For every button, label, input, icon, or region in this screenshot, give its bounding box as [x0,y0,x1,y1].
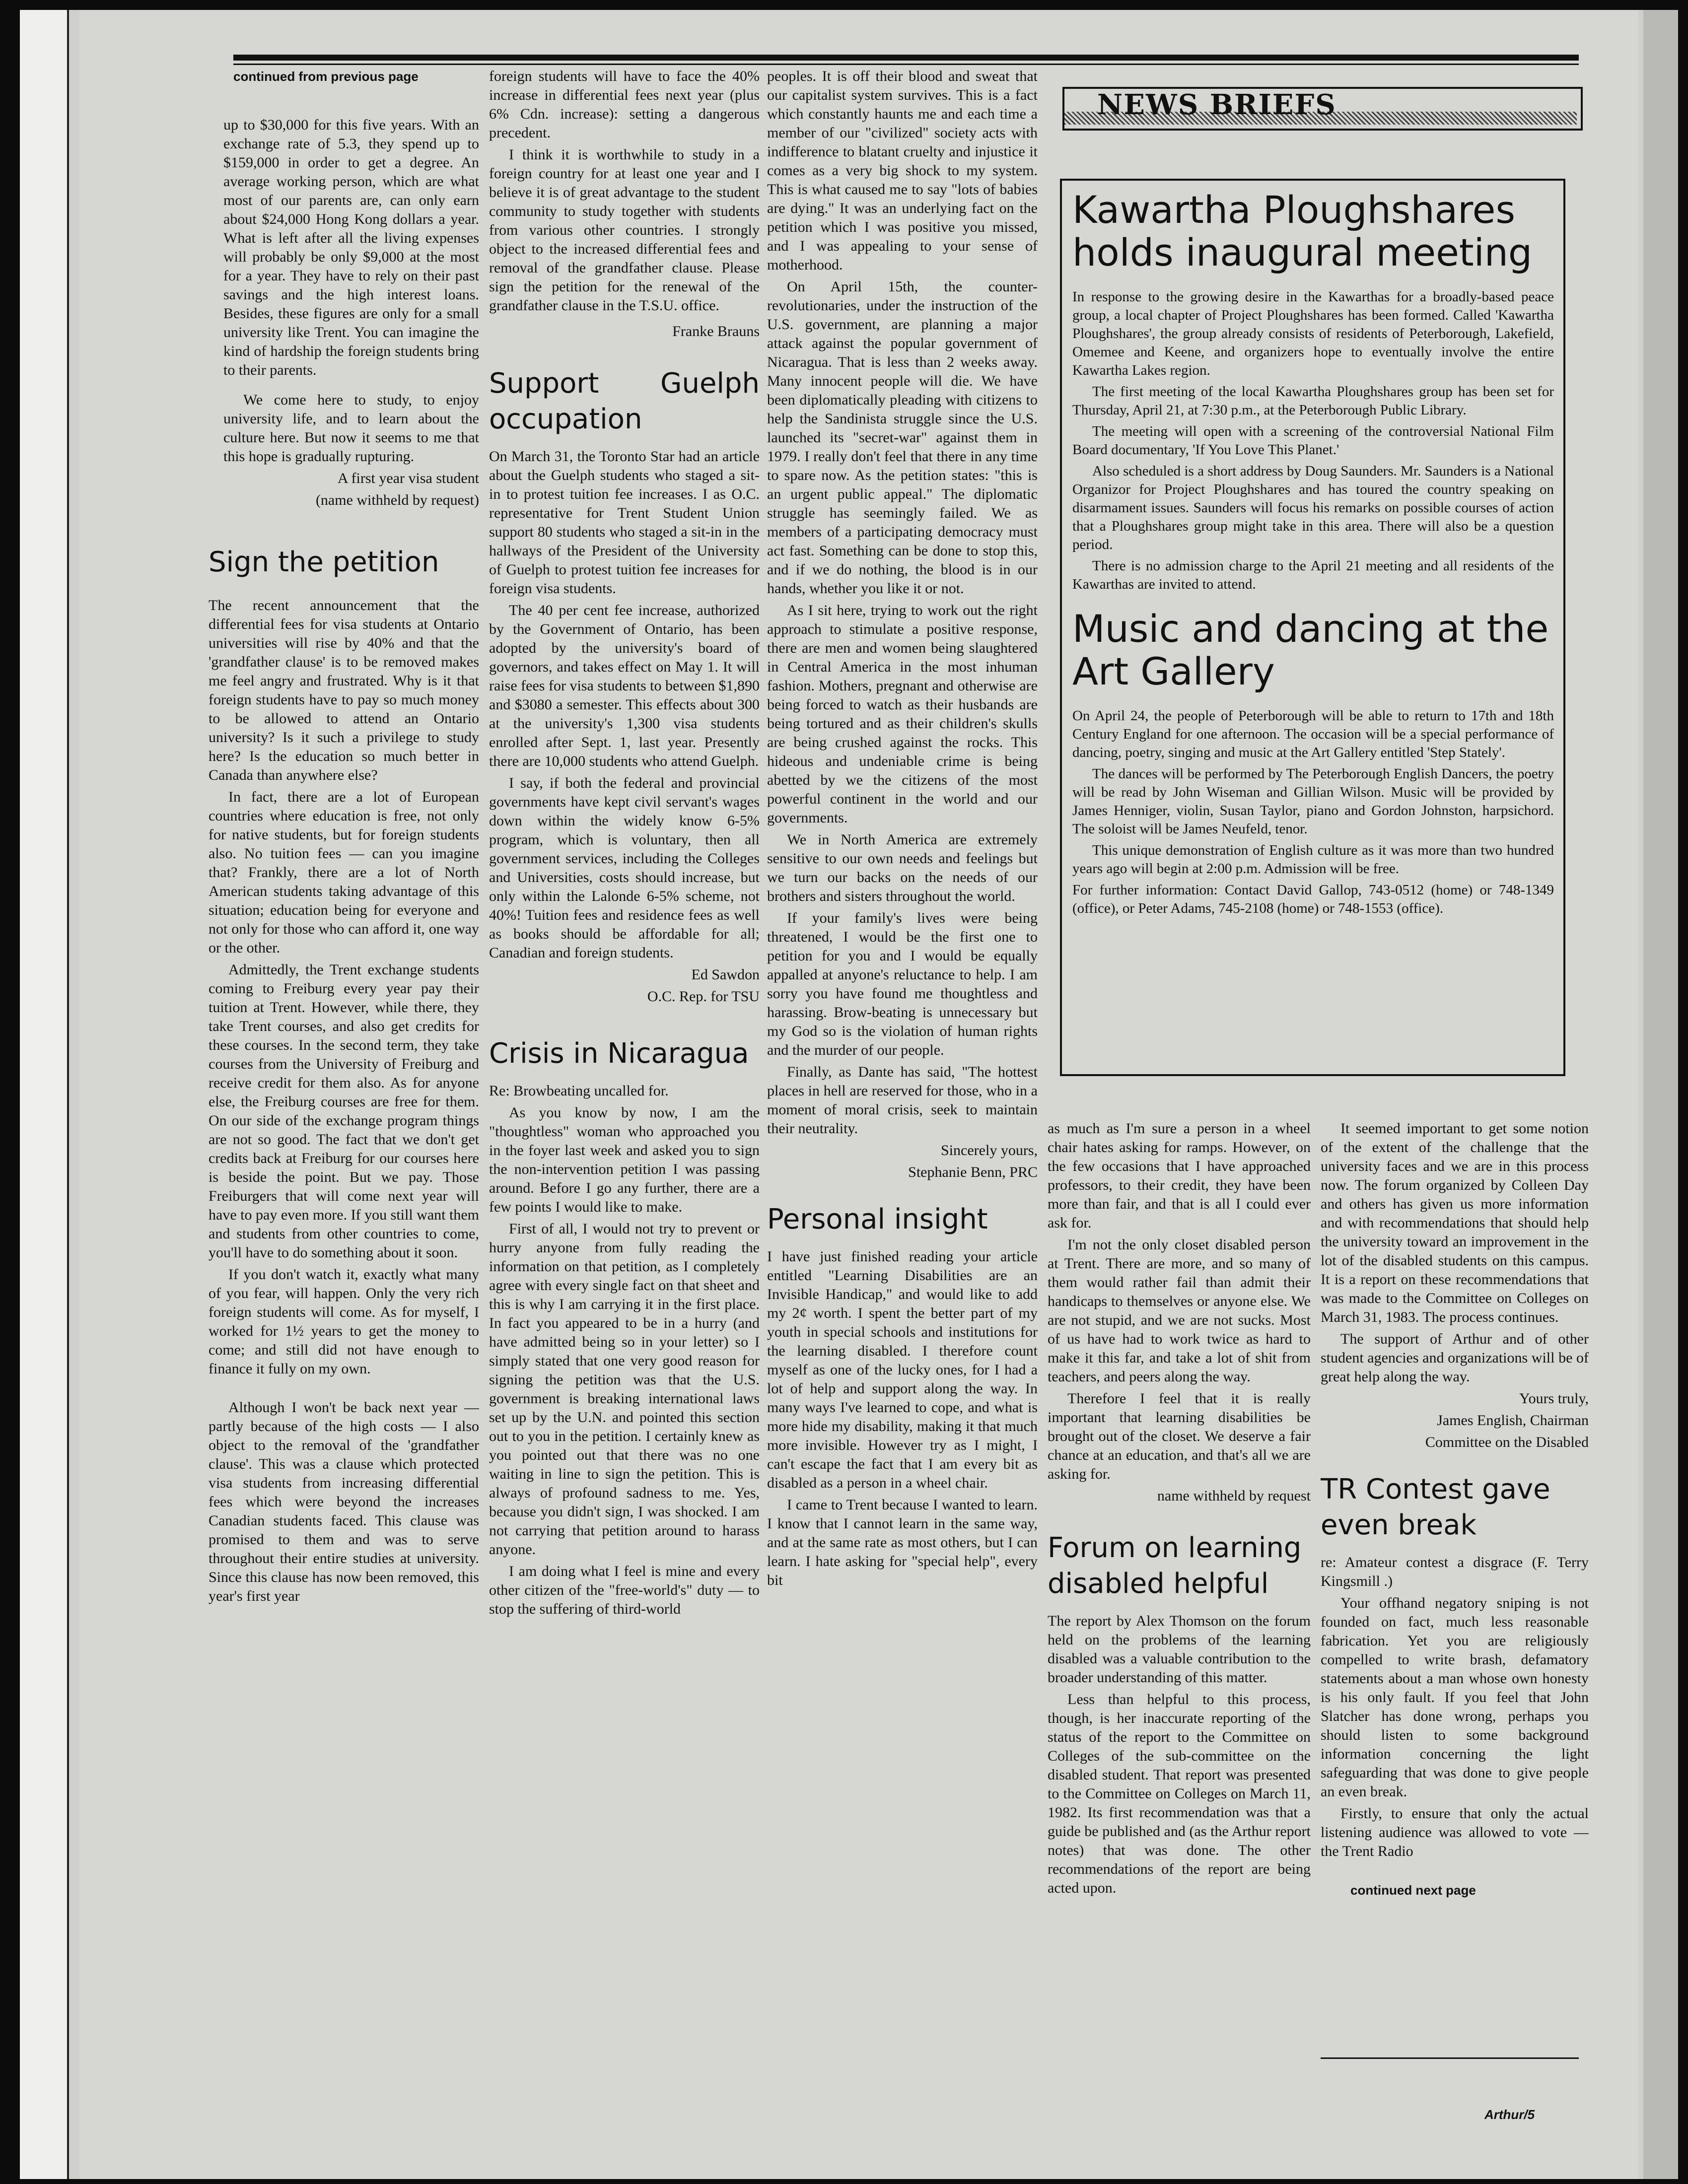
paragraph: Therefore I feel that it is really important that learning disabilities be brought out of the closet. We deserve a fair chance at an education, and that's all we are asking for. [1048,1390,1311,1482]
signature: (name withheld by request) [315,492,479,508]
column-2 [489,67,760,1814]
paragraph: up to $30,000 for this five years. With an exchange rate of 5.3, they spend up to $159,000 in order to get a degree. An average working person, which are what most of our parents are, can only earn about $24,000 Hong Kong dollars a year. What is left after all the living expenses will probably be only $9,000 at the most for a year. They have to rely on their past savings and the high interest loans. Besides, these figures are only for a small university like Trent. You can imagine the kind of hardship the foreign students bring to their parents. [223,117,479,378]
signature: A first year visa student [338,470,479,486]
paragraph: It seemed important to get some notion of the extent of the challenge that the university faces and we are in this process now. The forum organized by Colleen Day and others has given us more information and with recommendations that should help the university toward an improvement in the lot of the disabled students on this campus. It is a report on these recommendations that was made to the Committee on Colleges on March 31, 1983. The process continues. [1321,1120,1589,1325]
signature: Franke Brauns [672,323,760,340]
top-rule [233,55,1579,61]
column-1 [209,67,479,1814]
paragraph: Your offhand negatory sniping is not founded on fact, much less reasonable fabrication. Yet you are religiously compelled to write brash, defamatory statements about a man whose own honesty is his only fault. If you feel that John Slatcher has done wrong, perhaps you should listen to some background information concerning the light safeguarding that was done to give people an even break. [1321,1595,1589,1800]
headline-tr-contest: TR Contest gave even break [1321,1473,1550,1541]
paragraph: In response to the growing desire in the Kawarthas for a broadly-based peace group, a local chapter of Project Ploughshares has been formed. Called 'Kawartha Ploughshares', the group already consists of residents of Peterborough, Lakefield, Omemee and Keene, and organizers hope to eventually involve the entire Kawartha Lakes region. [1072,289,1554,378]
column-3 [767,67,1038,1814]
briefs-content [1072,189,1554,1067]
paragraph: foreign students will have to face the 40% increase in differential fees next year (plus 6% Cdn. increase): setting a dangerous precedent. [489,68,760,141]
paragraph: The dances will be performed by The Peterborough English Dancers, the poetry will be read by John Wiseman and Gillian Wilson. Music will be provided by James Henniger, violin, Susan Taylor, piano and Gordon Johnston, harpsichord. The soloist will be James Neufeld, tenor. [1072,766,1554,837]
paragraph: Firstly, to ensure that only the actual listening audience was allowed to vote — the Trent Radio [1321,1805,1589,1859]
paragraph: re: Amateur contest a disgrace (F. Terry Kingsmill .) [1321,1554,1589,1589]
signature: James English, Chairman [1437,1412,1589,1429]
page-shadow [1643,10,1678,2179]
paragraph: We in North America are extremely sensitive to our own needs and feelings but we turn our backs on the needs of our brothers and sisters throughout the world. [767,831,1038,904]
paragraph: I say, if both the federal and provincial governments have kept civil servant's wages down within the widely know 6-5% program, which is voluntary, then all government services, including the Colleges and Universities, costs should increase, but only within the Lalonde 6-5% scheme, not 40%! Tuition fees and residence fees as well as books should be affordable for all; Canadian and foreign students. [489,775,760,961]
paragraph: Also scheduled is a short address by Doug Saunders. Mr. Saunders is a National Organizor for Project Ploughshares and has toured the country speaking on disarmament issues. Saunders will focus his remarks on possible courses of action that a Ploughshares group might take in this area. There will also be a question period. [1072,463,1554,552]
paragraph: On March 31, the Toronto Star had an article about the Guelph students who staged a sit-in to protest tuition fee increases. I as O.C. representative for Trent Student Union support 80 students who staged a sit-in in the hallways of the President of the University of Guelph to protest tuition fee increases for foreign visa students. [489,448,760,597]
headline-personal-insight: Personal insight [767,1203,988,1235]
continued-rule [1321,2057,1579,2059]
paragraph: First of all, I would not try to prevent or hurry anyone from fully reading the information on that petition, as I completely agree with every single fact on that sheet and this is why I am carrying it in the first place. In fact you appeared to be in a hurry (and have admitted being so in your letter) so I simply stated that one very good reason for signing the petition was that the U.S. government is breaking international laws set up by the U.N. and pointed this section out to you in the petition. I certainly knew as you pointed out that there was no one waiting in line to sign the petition. This is always of profound sadness to me. Yes, because you didn't sign, I was shocked. I am not carrying that petition around to harass anyone. [489,1221,760,1558]
signature: Ed Sawdon [691,966,760,983]
paragraph: For further information: Contact David Gallop, 743-0512 (home) or 748-1349 (office), or Peter Adams, 745-2108 (home) or 748-1553 (office). [1072,882,1554,916]
headline-forum-learning: Forum on learning disabled helpful [1048,1532,1302,1600]
paragraph: Less than helpful to this process, though, is her inaccurate reporting of the status of the report to the Committee on Colleges of the sub-committee on the disabled student. That report was presented to the Committee on Colleges on March 11, 1982. Its first recommendation was that a guide be published and (as the Arthur report notes) that was done. The other recommendations of the report are being acted upon. [1048,1691,1311,1896]
paragraph: As I sit here, trying to work out the right approach to stimulate a positive response, there are men and women being slaughtered in Central America in the most inhuman fashion. Mothers, pregnant and otherwise are being forced to watch as their husbands are being tortured and as their children's skulls are being crushed against the rocks. This hideous and undeniable crime is being abetted by we the citizens of the most powerful continent in the world and our governments. [767,602,1038,826]
paragraph: The meeting will open with a screening of the controversial National Film Board documentary, 'If You Love This Planet.' [1072,423,1554,458]
paragraph: peoples. It is off their blood and sweat that our capitalist system survives. This is a fact which constantly haunts me and each time a member of our "civilized" society acts with indifference to blatant cruelty and injustice it comes as a very big shock to my system. This is what caused me to say "lots of babies are dying." It was an underlying fact on the petition which I was positive you missed, and I was appealing to your sense of motherhood. [767,68,1038,273]
paragraph: The report by Alex Thomson on the forum held on the problems of the learning disabled was a valuable contribution to the broader understanding of this matter. [1048,1613,1311,1686]
top-rule-thin [233,64,1579,65]
paragraph: I am doing what I feel is mine and every other citizen of the "free-world's" duty — to stop the suffering of third-world [489,1563,760,1617]
continued-next-label: continued next page [1350,1883,1476,1898]
signature: O.C. Rep. for TSU [647,988,760,1005]
folio: Arthur/5 [1484,2107,1535,2122]
paragraph: The recent announcement that the differential fees for visa students at Ontario universities will rise by 40% and that the 'grandfather clause' is to be removed makes me feel angry and frustrated. Why is it that foreign students have to pay so much money to be allowed to attend an Ontario university? Is it such a privilege to study here? Is the education so much better in Canada than anywhere else? [209,597,479,783]
signature: name withheld by request [1157,1488,1311,1504]
headline-sign-petition: Sign the petition [209,546,439,578]
facing-page-edge [20,10,69,2179]
headline-crisis-nicaragua: Crisis in Nicaragua [489,1037,749,1070]
paragraph: The support of Arthur and of other student agencies and organizations will be of great help along the way. [1321,1331,1589,1385]
paragraph: Admittedly, the Trent exchange students coming to Freiburg every year pay their tuition at Trent. However, while there, they take Trent courses, and also get credits for these courses. In the second term, they take courses from the University of Freiburg and receive credit for them also. As for anyone else, the Freiburg courses are free for them. On our side of the exchange program things are not so good. The fact that we don't get credits back at Freiburg for our courses here is beside the point. But we pay. Those Freiburgers that will come next year will have to pay even more. If you still want them and students from other countries to come, you'll have to do something about it soon. [209,961,479,1261]
paragraph: Although I won't be back next year — partly because of the high costs — I also object to the removal of the 'grandfather clause'. This was a clause which protected visa students from increasing differential fees which were beyond the increases Canadian students faced. This clause was promised to them and was to serve throughout their entire studies at university. Since this clause has now been removed, this year's first year [209,1399,479,1604]
signature: Committee on the Disabled [1425,1434,1589,1450]
paragraph: I think it is worthwhile to study in a foreign country for at least one year and I believe it is of great advantage to the student community to study together with students from various other countries. I strongly object to the increased differential fees and removal of the grandfather clause. Please sign the petition for the renewal of the grandfather clause in the T.S.U. office. [489,146,760,314]
paragraph: In fact, there are a lot of European countries where education is free, not only for native students, but for foreign students also. No tuition fees — can you imagine that? Frankly, there are a lot of North American students taking advantage of this situation; education being for everyone and not only for those who can afford it, one way or the other. [209,789,479,956]
signature: Sincerely yours, [941,1142,1038,1159]
headline-music-dancing: Music and dancing at the Art Gallery [1072,607,1549,693]
column-5 [1321,1119,1589,2023]
news-briefs-title: NEWS BRIEFS [1097,88,1336,121]
paragraph: As you know by now, I am the "thoughtless" woman who approached you in the foyer last week and asked you to sign the non-intervention petition I was passing around. Before I go any further, there are a few points I would like to make. [489,1104,760,1215]
paragraph: If you don't watch it, exactly what many of you fear, will happen. Only the very rich foreign students will come. As for myself, I worked for 1½ years to get the money to come; and still did not have enough to finance it fully on my own. [209,1266,479,1377]
paragraph: We come here to study, to enjoy university life, and to learn about the culture here. But now it seems to me that this hope is gradually rupturing. [223,392,479,465]
headline-kawartha-ploughshares: Kawartha Ploughshares holds inaugural meeting [1072,189,1533,274]
paragraph: Finally, as Dante has said, "The hottest places in hell are reserved for those, who in a moment of moral crisis, seek to maintain their neutrality. [767,1064,1038,1137]
continued-from-label: continued from previous page [233,69,419,84]
paragraph: This unique demonstration of English culture as it was more than two hundred years ago will begin at 2:00 p.m. Admission will be free. [1072,842,1554,877]
headline-support-guelph: Support Guelph occupation [489,367,760,435]
column-4 [1048,1119,1311,1993]
paragraph: If your family's lives were being threatened, I would be the first one to petition for you and I would be equally appalled at anyone's reluctance to help. I am sorry you have found me thoughtless and harassing. Brow-beating is unnecessary but my God so is the violation of human rights and the murder of our people. [767,910,1038,1058]
paragraph: The first meeting of the local Kawartha Ploughshares group has been set for Thursday, April 21, at 7:30 p.m., at the Peterborough Public Library. [1072,384,1554,418]
paragraph: There is no admission charge to the April 21 meeting and all residents of the Kawarthas are invited to attend. [1072,558,1554,592]
paragraph: I have just finished reading your article entitled "Learning Disabilities are an Invisible Handicap," and would like to add my 2¢ worth. I spent the better part of my youth in special schools and institutions for the learning disabled. I therefore count myself as one of the lucky ones, for I had a lot of help and support along the way. In many ways I've learned to cope, and what is more hide my disability, making it that much more invisible. However try as I might, I can't escape the fact that I am every bit as disabled as a person in a wheel chair. [767,1248,1038,1491]
signature: Yours truly, [1519,1390,1589,1407]
paragraph: I'm not the only closet disabled person at Trent. There are more, and so many of them would rather fail than admit their handicaps to themselves or anyone else. We are not stupid, and we are not sucks. Most of us have had to work twice as hard to make it this far, and take a lot of shit from teachers, and peers along the way. [1048,1236,1311,1385]
paragraph: Re: Browbeating uncalled for. [489,1083,669,1099]
paragraph: The 40 per cent fee increase, authorized by the Government of Ontario, has been adopted by the university's board of governors, and takes effect on May 1. It will raise fees for visa students to between $1,890 and $3080 a semester. This effects about 300 at the university's 1,300 visa students enrolled after Sept. 1, last year. Presently there are 10,000 students who attend Guelph. [489,602,760,769]
paragraph: On April 15th, the counter-revolutionaries, under the instruction of the U.S. government, are planning a major attack against the popular government of Nicaragua. That is less than 2 weeks away. Many innocent people will die. We have been diplomatically pleading with citizens to help the Sandinista struggle since the U.S. launched its "secret-war" against them in 1979. I really don't feel that there in any time to spare now. As the petition states: "this is an urgent public appeal." The diplomatic struggle has seemingly failed. We as members of a participating democracy must act fast. Something can be done to stop this, and if we do nothing, the blood is in our hands, whether you like it or not. [767,278,1038,597]
signature: Stephanie Benn, PRC [908,1164,1038,1180]
paragraph: as much as I'm sure a person in a wheel chair hates asking for ramps. However, on the few occasions that I have approached professors, to their credit, they have been more than fair, and that is all I could ever ask for. [1048,1120,1311,1231]
paragraph: I came to Trent because I wanted to learn. I know that I cannot learn in the same way, and at the same rate as most others, but I can learn. I hate asking for "special help", every bit [767,1497,1038,1588]
paragraph: On April 24, the people of Peterborough will be able to return to 17th and 18th Century England for one afternoon. The occasion will be a special performance of dancing, poetry, singing and music at the Art Gallery entitled 'Step Stately'. [1072,708,1554,760]
